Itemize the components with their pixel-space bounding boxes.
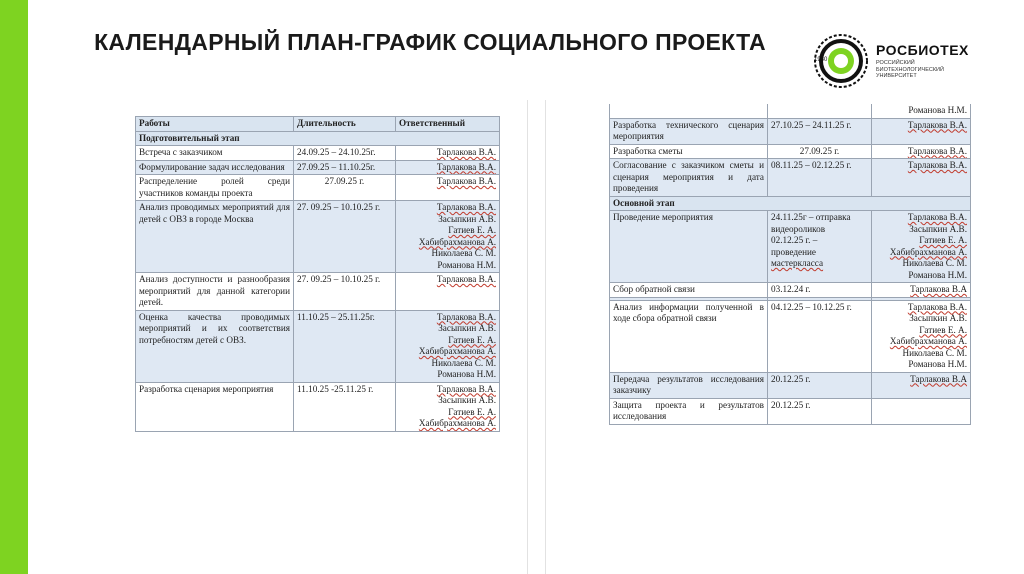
responsible-name: Тарлакова В.А.	[436, 176, 496, 186]
duration-cell: 11.10.25 – 25.11.25г.	[294, 310, 396, 382]
responsible-name: Хабибрахманова А.	[889, 336, 967, 346]
logo-text	[876, 42, 969, 80]
table-header-row	[136, 117, 500, 132]
responsible-name: Николаева С. М.	[431, 357, 496, 368]
responsible-name: Тарлакова В.А.	[907, 301, 967, 312]
left-table-body	[136, 146, 500, 432]
responsible-name: Тарлакова В.А.	[436, 161, 496, 172]
responsible-name: Засыпкин А.В.	[438, 395, 496, 405]
duration-cell: 27.09.25 – 11.10.25г.	[294, 160, 396, 175]
table-row	[136, 273, 500, 311]
responsible-cell	[396, 175, 500, 201]
responsible-name: Хабибрахманова А.	[418, 346, 496, 356]
responsible-name: Тарлакова В.А	[910, 373, 967, 384]
duration-cell: 24.09.25 – 24.10.25г.	[294, 146, 396, 161]
header-responsible: Ответственный	[396, 117, 500, 132]
duration-cell: 27.10.25 – 24.11.25 г.	[768, 118, 872, 144]
duration-line: 02.12.25 г. –	[771, 235, 818, 245]
work-cell: Сбор обратной связи	[610, 283, 768, 298]
responsible-name: Тарлакова В.А.	[907, 212, 967, 222]
right-table-body-b	[610, 211, 971, 425]
responsible-name: Гатиев Е. А.	[448, 225, 496, 235]
responsible-name: Хабибрахманова А.	[418, 418, 496, 428]
responsible-name: Романова Н.М.	[908, 359, 967, 369]
work-cell: Проведение мероприятия	[610, 211, 768, 283]
table-row	[610, 283, 971, 298]
duration-cell	[768, 300, 872, 372]
responsible-name: Хабибрахманова А.	[889, 246, 967, 257]
work-cell: Формулирование задач исследования	[136, 160, 294, 175]
table-cell	[610, 104, 768, 118]
responsible-name: Николаева С. М.	[902, 347, 967, 358]
duration-line: 24.11.25г – отправка видеороликов	[771, 212, 851, 234]
duration-cell: 27. 09.25 – 10.10.25 г.	[294, 201, 396, 273]
responsible-name: Гатиев Е. А.	[919, 235, 967, 245]
responsible-name: Романова Н.М.	[437, 259, 496, 270]
slide-title: КАЛЕНДАРНЫЙ ПЛАН-ГРАФИК СОЦИАЛЬНОГО ПРОЕКТА	[94, 29, 766, 55]
section-row-prep	[136, 131, 500, 146]
responsible-name: Тарлакова В.А.	[436, 274, 496, 284]
logo-name: РОСБИОТЕХ	[876, 42, 969, 58]
table-row	[136, 146, 500, 161]
table-row	[610, 211, 971, 283]
responsible-cell	[872, 211, 971, 283]
page-edge-left	[527, 100, 528, 574]
table-row	[610, 398, 971, 424]
work-cell: Разработка сметы	[610, 144, 768, 159]
table-row	[610, 300, 971, 372]
page-edge-right	[545, 100, 546, 574]
accent-bar	[0, 0, 28, 574]
work-cell: Анализ доступности и разнообразия мероприятий для данной категории детей.	[136, 273, 294, 311]
responsible-name: Хабибрахманова А.	[418, 236, 496, 247]
section-title: Подготовительный этап	[136, 131, 500, 146]
table-row	[610, 372, 971, 398]
table-row	[136, 310, 500, 382]
responsible-name: Засыпкин А.В.	[909, 313, 967, 323]
table-row	[610, 104, 971, 118]
table-row	[136, 160, 500, 175]
work-cell: Встреча с заказчиком	[136, 146, 294, 161]
responsible-name: Засыпкин А.В.	[909, 223, 967, 234]
work-cell: Разработка сценария мероприятия	[136, 382, 294, 431]
duration-line: 03.12.24 г.	[771, 284, 811, 294]
responsible-name: Гатиев Е. А.	[448, 334, 496, 345]
duration-cell	[768, 283, 872, 298]
logo-subtitle: РОССИЙСКИЙ БИОТЕХНОЛОГИЧЕСКИЙ УНИВЕРСИТЕТ	[876, 60, 944, 79]
work-cell: Оценка качества проводимых мероприятий и их соответствия потребностям детей с ОВЗ.	[136, 310, 294, 382]
header-works: Работы	[136, 117, 294, 132]
work-cell: Передача результатов исследования заказчику	[610, 372, 768, 398]
responsible-cell	[396, 160, 500, 175]
duration-line: мастеркласса	[771, 258, 824, 268]
responsible-cell	[396, 310, 500, 382]
duration-line: 20.12.25 г.	[771, 373, 811, 384]
responsible-cell	[872, 300, 971, 372]
table-cell: Романова Н.М.	[872, 104, 971, 118]
duration-cell: 27.09.25 г.	[768, 144, 872, 159]
responsible-cell	[872, 118, 971, 144]
work-cell: Анализ проводимых мероприятий для детей с ОВЗ в городе Москва	[136, 201, 294, 273]
table-row	[136, 175, 500, 201]
duration-line: 20.12.25 г.	[771, 399, 811, 410]
schedule-table-left	[135, 116, 500, 432]
duration-line: проведение	[771, 246, 817, 257]
duration-cell	[768, 398, 872, 424]
responsible-name: Тарлакова В.А	[910, 284, 967, 294]
responsible-name: Гатиев Е. А.	[448, 406, 496, 417]
work-cell: Анализ информации полученной в ходе сбора обратной связи	[610, 300, 768, 372]
responsible-name: Тарлакова В.А.	[436, 311, 496, 322]
responsible-cell	[872, 144, 971, 159]
responsible-name: Засыпкин А.В.	[438, 323, 496, 333]
schedule-table-right	[609, 104, 971, 425]
responsible-cell	[396, 146, 500, 161]
duration-cell	[768, 372, 872, 398]
responsible-cell	[396, 201, 500, 273]
responsible-name: Николаева С. М.	[431, 248, 496, 258]
section-title: Основной этап	[610, 196, 971, 211]
responsible-name: Николаева С. М.	[902, 258, 967, 268]
responsible-name: Гатиев Е. А.	[919, 324, 967, 335]
responsible-name: Засыпкин А.В.	[438, 213, 496, 224]
responsible-cell	[396, 273, 500, 311]
responsible-cell	[872, 159, 971, 197]
duration-cell: 08.11.25 – 02.12.25 г.	[768, 159, 872, 197]
duration-line: 04.12.25 – 10.12.25 г.	[771, 301, 852, 312]
responsible-cell	[872, 283, 971, 298]
table-row	[610, 159, 971, 197]
right-table-body-a	[610, 118, 971, 196]
responsible-name: Романова Н.М.	[437, 369, 496, 379]
responsible-name: Тарлакова В.А.	[907, 145, 967, 156]
responsible-name: Тарлакова В.А.	[907, 160, 967, 170]
table-cell	[768, 104, 872, 118]
responsible-name: Тарлакова В.А.	[436, 202, 496, 212]
responsible-cell	[872, 372, 971, 398]
table-row	[136, 382, 500, 431]
duration-cell: 11.10.25 -25.11.25 г.	[294, 382, 396, 431]
work-cell: Распределение ролей среди участников команды проекта	[136, 175, 294, 201]
duration-cell: 27. 09.25 – 10.10.25 г.	[294, 273, 396, 311]
responsible-name: Романова Н.М.	[908, 269, 967, 280]
responsible-name: Тарлакова В.А.	[436, 383, 496, 394]
work-cell: Согласование с заказчиком сметы и сценария мероприятия и дата проведения	[610, 159, 768, 197]
table-row	[136, 201, 500, 273]
logo-year: 1930	[814, 57, 828, 63]
responsible-cell	[396, 382, 500, 431]
duration-cell: 27.09.25 г.	[294, 175, 396, 201]
duration-cell	[768, 211, 872, 283]
work-cell: Защита проекта и результатов исследования	[610, 398, 768, 424]
table-row	[610, 144, 971, 159]
responsible-cell	[872, 398, 971, 424]
header-duration: Длительность	[294, 117, 396, 132]
section-row-main	[610, 196, 971, 211]
work-cell: Разработка технического сценария мероприятия	[610, 118, 768, 144]
logo	[812, 32, 992, 90]
responsible-name: Тарлакова В.А.	[436, 147, 496, 157]
responsible-name: Тарлакова В.А.	[907, 119, 967, 130]
table-row	[610, 118, 971, 144]
